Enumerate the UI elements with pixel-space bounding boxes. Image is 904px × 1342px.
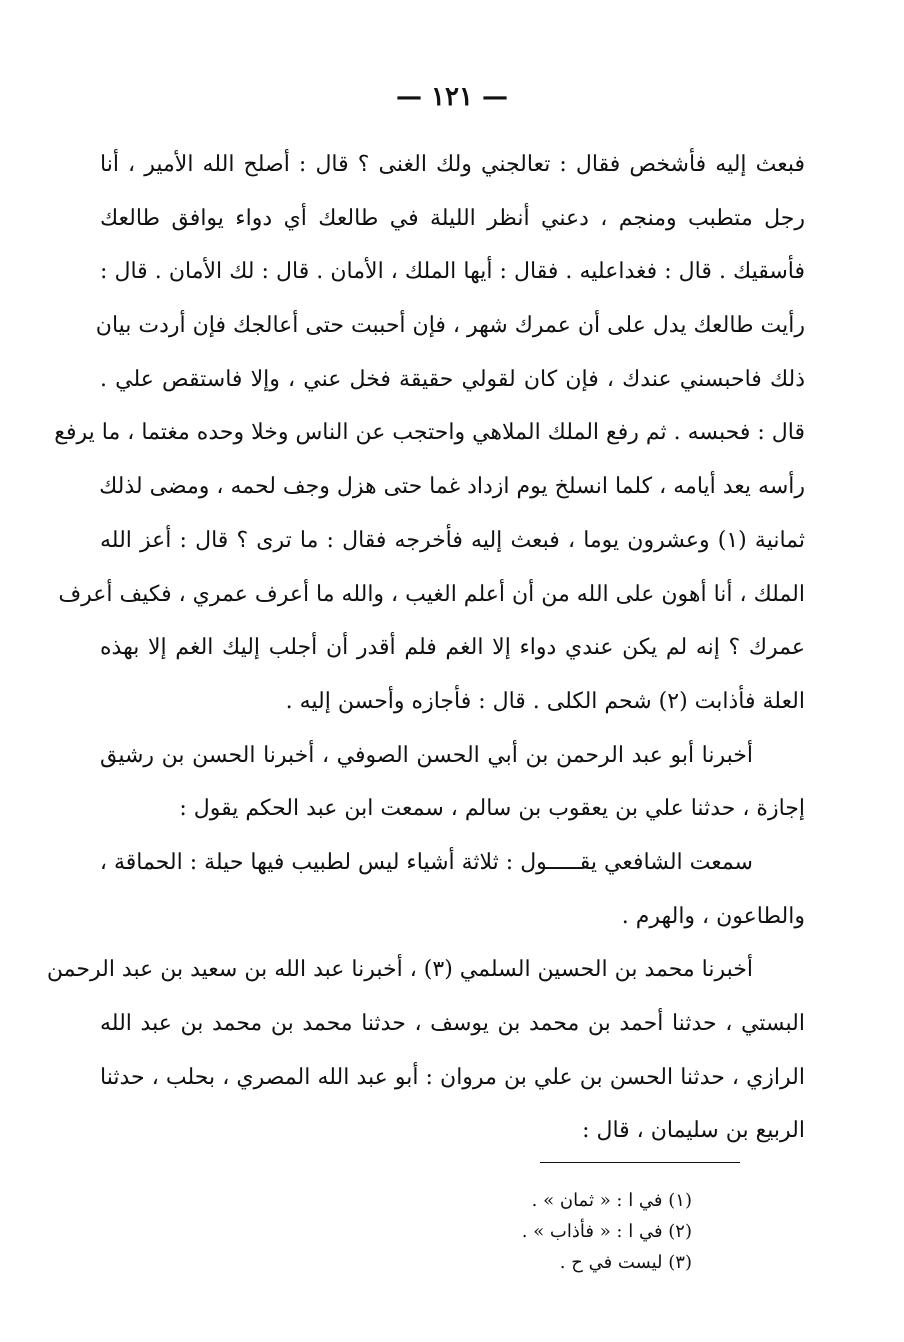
text-line: العلة فأذابت (٢) شحم الكلى . قال : فأجازه وأحسن إليه . [285, 688, 805, 714]
body-text [46, 138, 805, 1158]
footnote: (٢) في ا : « فأذاب » . [521, 1221, 692, 1242]
text-line: عمرك ؟ إنه لم يكن عندي دواء إلا الغم فلم أقدر أن أجلب إليك الغم إلا بهذه [100, 635, 805, 661]
text-line: إجازة ، حدثنا علي بن يعقوب بن سالم ، سمعت ابن عبد الحكم يقول : [179, 796, 805, 822]
text-line: أخبرنا محمد بن الحسين السلمي (٣) ، أخبرنا عبد الله بن سعيد بن عبد الرحمن [46, 957, 753, 983]
text-line: رجل متطبب ومنجم ، دعني أنظر الليلة في طالعك أي دواء يوافق طالعك [100, 205, 805, 231]
text-line: الربيع بن سليمان ، قال : [582, 1118, 805, 1144]
text-line: ذلك فاحبسني عندك ، فإن كان لقولي حقيقة فخل عني ، وإلا فاستقص علي . [100, 366, 805, 392]
text-line: الملك ، أنا أهون على الله من أن أعلم الغيب ، والله ما أعرف عمري ، فكيف أعرف [58, 581, 805, 607]
text-line: رأيت طالعك يدل على أن عمرك شهر ، فإن أحببت حتى أعالجك فإن أردت بيان [95, 313, 805, 339]
text-line: والطاعون ، والهرم . [621, 903, 805, 929]
text-line: البستي ، حدثنا أحمد بن محمد بن يوسف ، حدثنا محمد بن محمد بن عبد الله [100, 1011, 805, 1036]
footnote-divider [540, 1162, 740, 1163]
text-line: رأسه يعد أيامه ، كلما انسلخ يوم ازداد غما حتى هزل وجف لحمه ، ومضى لذلك [99, 474, 805, 500]
text-line: أخبرنا أبو عبد الرحمن بن أبي الحسن الصوفي ، أخبرنا الحسن بن رشيق [100, 742, 753, 768]
text-line: ثمانية (١) وعشرون يوما ، فبعث إليه فأخرجه فقال : ما ترى ؟ قال : أعز الله [100, 527, 805, 553]
text-line: فأسقيك . قال : فغداعليه . فقال : أيها الملك ، الأمان . قال : لك الأمان . قال : [100, 259, 805, 285]
text-line: فبعث إليه فأشخص فقال : تعالجني ولك الغنى ؟ قال : أصلح الله الأمير ، أنا [100, 152, 805, 177]
text-line: الرازي ، حدثنا الحسن بن علي بن مروان : أبو عبد الله المصري ، بحلب ، حدثنا [100, 1064, 805, 1090]
footnotes [300, 1185, 692, 1278]
text-line: قال : فحبسه . ثم رفع الملك الملاهي واحتجب عن الناس وخلا وحده مغتما ، ما يرفع [54, 420, 805, 446]
footnote: (٣) ليست في ح . [559, 1252, 692, 1273]
page-number: — ١٢١ — [395, 82, 509, 112]
footnote: (١) في ا : « ثمان » . [531, 1190, 692, 1211]
text-line: سمعت الشافعي يقـــــول : ثلاثة أشياء ليس لطبيب فيها حيلة : الحماقة ، [99, 849, 753, 875]
